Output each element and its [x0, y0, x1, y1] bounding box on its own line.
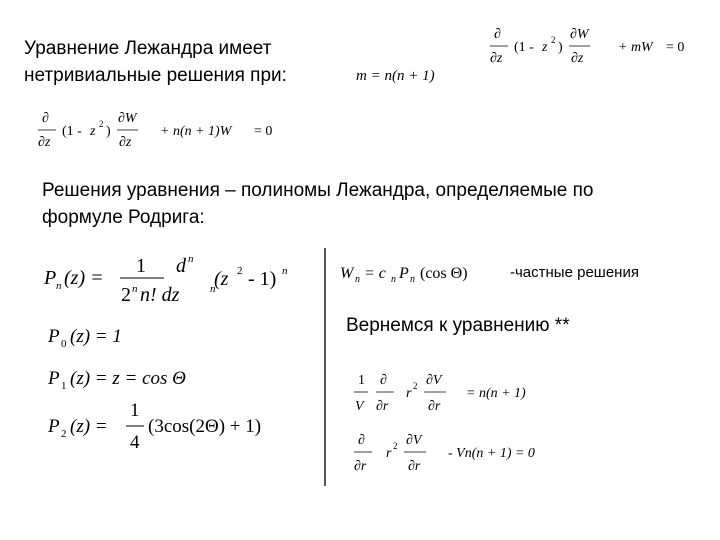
z-var: z — [542, 40, 548, 55]
equals-c: = c — [364, 265, 386, 282]
subscript-n: n — [391, 274, 396, 285]
partial-z: ∂z — [571, 51, 584, 66]
partial-symbol: ∂ — [494, 27, 501, 42]
V-symbol: V — [355, 399, 364, 414]
r-var: r — [406, 386, 412, 401]
partial-W: ∂W — [570, 27, 589, 42]
partial-r: ∂r — [408, 459, 421, 474]
partial-z: ∂z — [119, 135, 132, 150]
exponent-2: 2 — [413, 381, 418, 391]
return-text: Вернемся к уравнению ** — [346, 315, 570, 336]
condition-text: m = n(n + 1) — [356, 68, 435, 84]
solutions-text-line1: Решения уравнения – полиномы Лежандра, определяемые по — [42, 180, 594, 201]
subscript-n: n — [355, 274, 360, 285]
radial-equation-2 — [354, 430, 594, 480]
one-minus: (1 - — [514, 40, 534, 55]
subscript-2: 2 — [61, 428, 67, 440]
denominator-exp-n: n — [132, 283, 138, 295]
exponent-2: 2 — [99, 119, 104, 129]
rodrigues-arg: (z) = — [64, 267, 104, 289]
partial-symbol: ∂ — [358, 433, 365, 448]
p1-rhs: (z) = z = cos Θ — [70, 368, 186, 389]
solutions-text-line2: формуле Родрига: — [42, 207, 205, 228]
close-paren: ) — [558, 40, 563, 55]
partial-r: ∂r — [428, 399, 441, 414]
intro-text-line1: Уравнение Лежандра имеет — [24, 38, 272, 59]
subscript-1: 1 — [61, 380, 67, 392]
column-divider — [324, 248, 326, 486]
equals-zero: = 0 — [254, 124, 273, 139]
P-symbol: P — [399, 265, 409, 282]
radial-equation-1 — [354, 370, 554, 420]
denominator-two: 2 — [121, 284, 131, 306]
p2-equation — [48, 398, 308, 458]
partial-z: ∂z — [38, 135, 51, 150]
equals-zero: = 0 — [666, 40, 685, 55]
plus-n-term: + n(n + 1)W — [160, 124, 232, 139]
radial-rhs-2: - Vn(n + 1) = 0 — [448, 446, 535, 461]
outer-exp-n: n — [282, 265, 288, 277]
partial-W: ∂W — [118, 111, 137, 126]
radial-rhs-1: = n(n + 1) — [466, 386, 526, 401]
cos-arg: (cos Θ) — [420, 265, 468, 282]
legendre-equation-n — [38, 108, 278, 154]
subscript-n: n — [56, 280, 62, 292]
partial-r: ∂r — [376, 399, 389, 414]
particular-solution-equation — [340, 260, 510, 288]
plus-mW: + mW — [618, 40, 653, 55]
p0-rhs: (z) = 1 — [70, 326, 122, 347]
subscript-0: 0 — [61, 338, 67, 350]
legendre-equation-m — [490, 24, 700, 70]
partial-r: ∂r — [354, 459, 367, 474]
exp-2: 2 — [237, 265, 243, 277]
partial-V: ∂V — [426, 373, 442, 388]
partial-V: ∂V — [406, 433, 422, 448]
denominator-text: n! dz — [140, 284, 180, 306]
numerator-one: 1 — [358, 373, 365, 388]
subscript-n: n — [410, 274, 415, 285]
r-var: r — [386, 446, 392, 461]
p2-rhs-pre: (z) = — [70, 416, 108, 437]
paren-z: (z — [214, 268, 229, 290]
condition-equation — [356, 68, 435, 85]
close-paren: ) — [106, 124, 111, 139]
W-symbol: W — [340, 265, 354, 282]
P-symbol: P — [48, 368, 60, 389]
denominator-four: 4 — [130, 432, 140, 453]
partial-z: ∂z — [490, 51, 503, 66]
intro-text-line2: нетривиальные решения при: — [24, 65, 287, 86]
d-exp-n: n — [188, 253, 194, 265]
partial-symbol: ∂ — [42, 111, 49, 126]
particular-solutions-label: -частные решения — [510, 264, 639, 281]
one-minus: (1 - — [62, 124, 82, 139]
P-symbol: P — [44, 267, 57, 289]
partial-symbol: ∂ — [380, 373, 387, 388]
rodrigues-formula — [44, 252, 294, 310]
P-symbol: P — [48, 416, 60, 437]
exponent-2: 2 — [393, 441, 398, 451]
minus-one: - 1) — [248, 268, 277, 290]
numerator-one: 1 — [130, 400, 140, 421]
exponent-2: 2 — [551, 35, 556, 45]
P-symbol: P — [48, 326, 60, 347]
z-var: z — [90, 124, 96, 139]
p1-equation — [48, 364, 248, 392]
p2-rhs: (3cos(2Θ) + 1) — [148, 416, 262, 437]
numerator-one: 1 — [136, 255, 146, 277]
p0-equation — [48, 322, 168, 350]
dz-exp-n: n — [210, 283, 216, 295]
d-symbol: d — [176, 255, 186, 277]
